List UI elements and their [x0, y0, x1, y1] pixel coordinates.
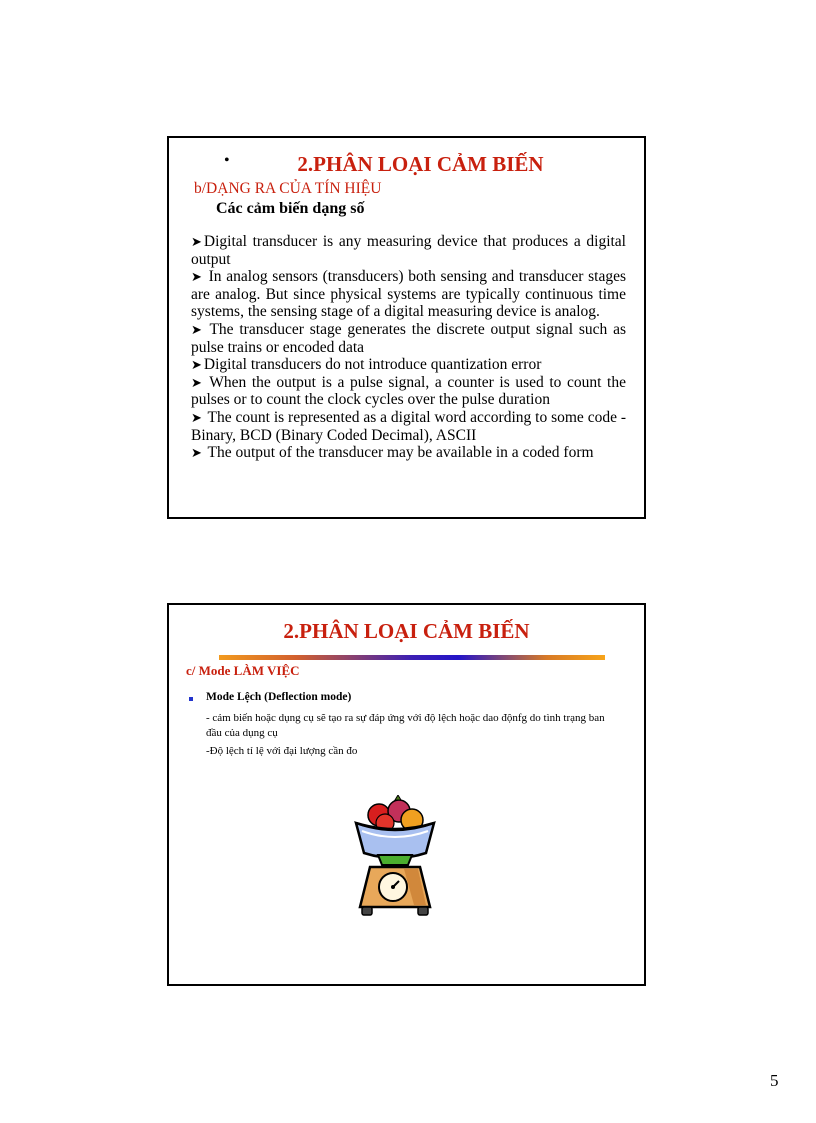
list-item: ➤ In analog sensors (transducers) both sensing and transducer stages are analog. But since physical systems are typically continuous time systems, the sensing stage of a digital measuring device is analog.	[191, 268, 626, 321]
arrow-bullet-icon: ➤	[191, 321, 202, 337]
deflection-mode-description: - cảm biến hoặc dụng cụ sẽ tạo ra sự đáp ứng với độ lệch hoặc dao độnfg do tình trạng ban đầu của dụng cụ	[206, 712, 605, 739]
deflection-mode-title: Mode Lệch (Deflection mode)	[206, 691, 352, 703]
slide1-subtitle: b/DẠNG RA CỦA TÍN HIỆU	[194, 180, 382, 197]
square-bullet-icon	[189, 697, 193, 701]
list-item: ➤ The transducer stage generates the discrete output signal such as pulse trains or encoded data	[191, 320, 626, 356]
slide1-title: 2.PHÂN LOẠI CẢM BIẾN	[297, 152, 544, 176]
slide-digital-sensors	[167, 136, 646, 519]
arrow-bullet-icon: ➤	[191, 357, 202, 373]
slide-working-mode	[167, 603, 646, 986]
kitchen-scale-with-fruit-icon	[352, 795, 438, 920]
list-item: ➤ Digital transducers do not introduce quantization error	[191, 356, 542, 374]
list-item: ➤ The output of the transducer may be available in a coded form	[191, 444, 594, 462]
title-bullet: •	[224, 152, 230, 169]
list-item: ➤ When the output is a pulse signal, a counter is used to count the pulses or to count the clock cycles over the pulse duration	[191, 373, 626, 409]
slide1-heading: Các cảm biến dạng số	[216, 200, 365, 217]
arrow-bullet-icon: ➤	[191, 269, 202, 285]
deflection-mode-note: -Độ lệch tỉ lệ với đại lượng cần đo	[206, 745, 358, 757]
arrow-bullet-icon: ➤	[191, 234, 202, 249]
list-item: ➤ The count is represented as a digital word according to some code - Binary, BCD (Binary Coded Decimal), ASCII	[191, 408, 626, 444]
title-underline-divider	[219, 655, 605, 660]
arrow-bullet-icon: ➤	[191, 374, 202, 390]
slide2-title: 2.PHÂN LOẠI CẢM BIẾN	[283, 619, 530, 643]
page-number: 5	[770, 1071, 779, 1090]
arrow-bullet-icon: ➤	[191, 445, 202, 461]
arrow-bullet-icon: ➤	[191, 409, 202, 425]
digital-transducer-list	[191, 233, 626, 462]
mode-heading: c/ Mode LÀM VIỆC	[186, 663, 300, 678]
list-item: ➤ Digital transducer is any measuring device that produces a digital output	[191, 233, 626, 268]
